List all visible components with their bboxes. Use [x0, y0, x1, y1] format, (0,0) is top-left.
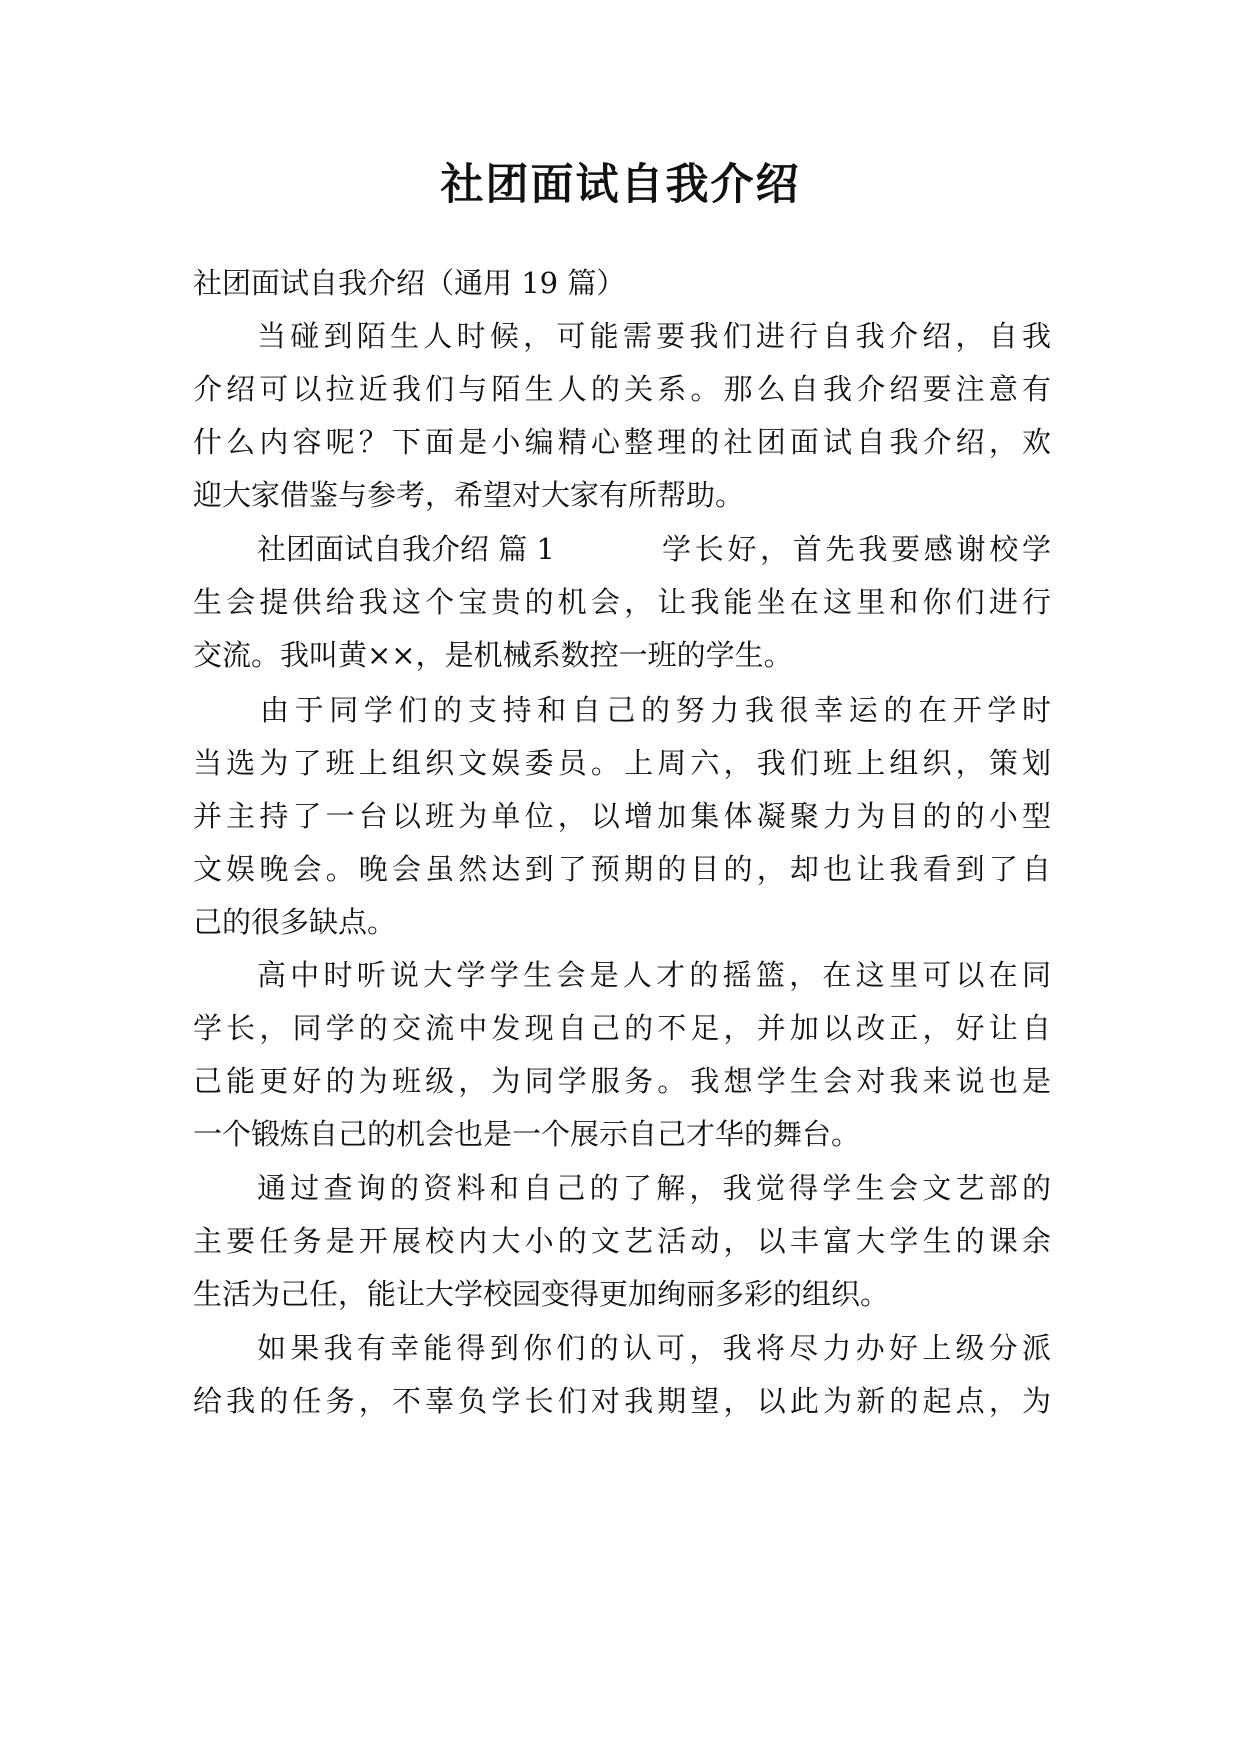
paragraph-1-line-4: 迎大家借鉴与参考，希望对大家有所帮助。: [193, 478, 745, 512]
paragraph-2-line-2: 生会提供给我这个宝贵的机会，让我能坐在这里和你们进行: [193, 585, 1051, 619]
section-heading-1: 社团面试自我介绍 篇 1: [257, 532, 555, 566]
paragraph-3-line-2: 当选为了班上组织文娱委员。上周六，我们班上组织，策划: [193, 746, 1051, 780]
document-title: 社团面试自我介绍: [440, 160, 801, 210]
document-subtitle: 社团面试自我介绍（通用 19 篇）: [193, 266, 626, 300]
paragraph-2-line-3: 交流。我叫黄××，是机械系数控一班的学生。: [193, 638, 793, 672]
paragraph-3-line-3: 并主持了一台以班为单位，以增加集体凝聚力为目的的小型: [193, 799, 1051, 833]
paragraph-1-line-1: 当碰到陌生人时候，可能需要我们进行自我介绍，自我: [257, 319, 1051, 353]
paragraph-6-line-2: 给我的任务，不辜负学长们对我期望，以此为新的起点，为: [193, 1384, 1051, 1418]
paragraph-4-line-4: 一个锻炼自己的机会也是一个展示自己才华的舞台。: [193, 1117, 861, 1151]
paragraph-3-line-4: 文娱晚会。晚会虽然达到了预期的目的，却也让我看到了自: [193, 852, 1051, 886]
paragraph-3-line-5: 己的很多缺点。: [193, 905, 397, 939]
paragraph-5-line-2: 主要任务是开展校内大小的文艺活动，以丰富大学生的课余: [193, 1224, 1051, 1258]
paragraph-6-line-1: 如果我有幸能得到你们的认可，我将尽力办好上级分派: [257, 1331, 1051, 1365]
paragraph-1-line-3: 什么内容呢？下面是小编精心整理的社团面试自我介绍，欢: [193, 425, 1051, 459]
paragraph-2-line-1: 学长好，首先我要感谢校学: [662, 532, 1051, 566]
paragraph-1-line-2: 介绍可以拉近我们与陌生人的关系。那么自我介绍要注意有: [193, 372, 1051, 406]
paragraph-5-line-3: 生活为己任，能让大学校园变得更加绚丽多彩的组织。: [193, 1277, 890, 1311]
paragraph-3-line-1: 由于同学们的支持和自己的努力我很幸运的在开学时: [260, 693, 1051, 727]
paragraph-4-line-2: 学长，同学的交流中发现自己的不足，并加以改正，好让自: [193, 1011, 1051, 1045]
paragraph-5-line-1: 通过查询的资料和自己的了解，我觉得学生会文艺部的: [257, 1171, 1051, 1205]
paragraph-4-line-1: 高中时听说大学学生会是人才的摇篮，在这里可以在同: [257, 958, 1051, 992]
paragraph-4-line-3: 己能更好的为班级，为同学服务。我想学生会对我来说也是: [193, 1064, 1051, 1098]
